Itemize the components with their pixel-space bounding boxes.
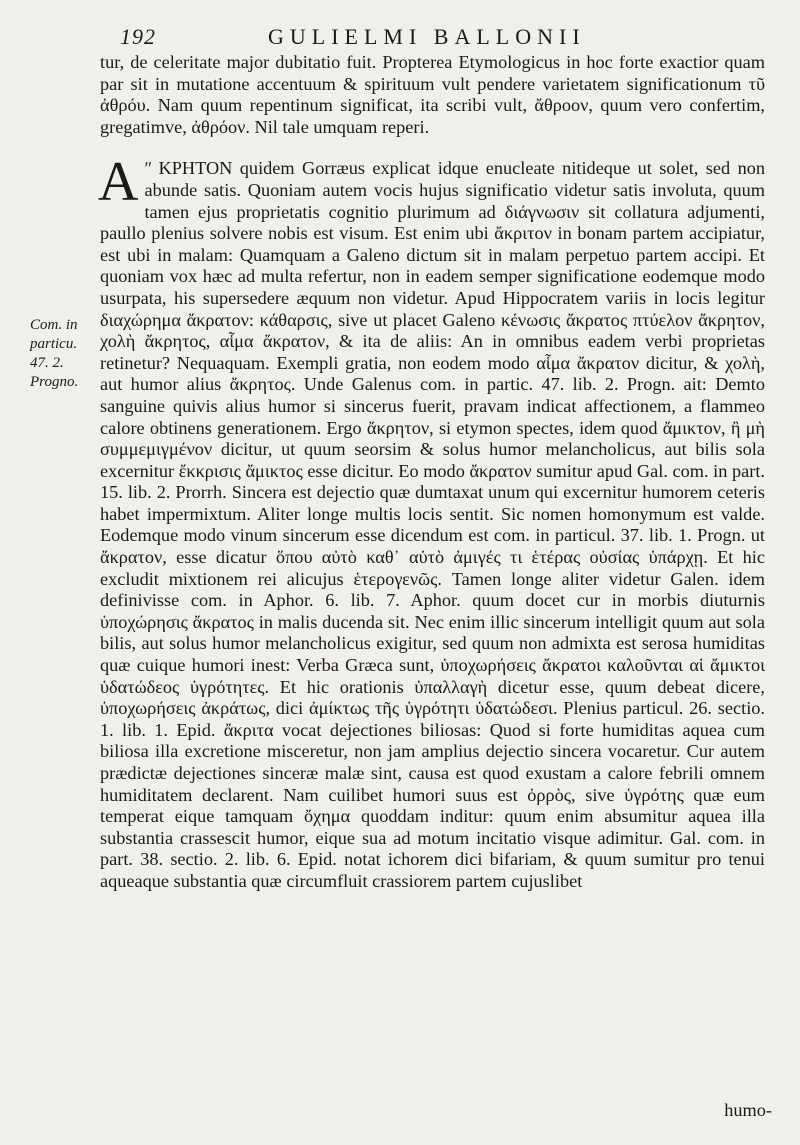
paragraph-text: ʺ ΚΡΗΤΟΝ quidem Gorræus explicat idque enucleate nitideque ut solet, sed non abunde satis. Quoniam autem vocis hujus significatio videtur satis involuta, quum tamen ejus proprietatis cognitio plurimum ad διάγνωσιν sit collatura adjumenti, paullo plenius solvere nobis est visum. Est enim ubi ἄκριτον in bonam partem accipiatur, est ubi in malam: Quamquam a Galeno dictum sit in malam perpetuo partem accipi. Et quoniam vox hæc ad multa refertur, non in eadem semper significatione eodemque modo usurpata, his supersedere æquum non videtur. Apud Hippocratem variis in locis legitur διαχώρημα ἄκρατον: κάθαρσις, sive ut placet Galeno κένωσις ἄκρατος πτύελον ἄκρητον, χολὴ ἄκρητος, αἷμα ἄκρατον, & ita de aliis: An in omnibus eadem verbi proprietas retinetur? Nequaquam. Exempli gratia, non eodem modo αἷμα ἄκρατον dicitur, & χολὴ, aut humor alius ἄκρητος. Unde Galenus com. in partic. 47. lib. 2. Progn. ait: Demto sanguine quivis alius humor si sincerus fuerit, pravam indicat affectionem, a flammeo calore obtinens generationem. Ergo ἄκρητον, si etymon spectes, idem quod ἄμικτον, ἢ μὴ συμμεμιγμένον dicitur, ut quum seorsim & solus humor melancholicus, aut bilis sola excernitur ἔκκρισις ἄμικτος esse dicitur. Eo modo ἄκρατον sumitur apud Gal. com. in part. 15. lib. 2. Prorrh. Sincera est dejectio quæ dumtaxat unum qui excernitur humorem ceteris habet impermixtum. Aliter longe multis locis sentit. Sic nomen homonymum est valde. Eodemque modo vinum sincerum esse dicendum est com. in particul. 37. lib. 1. Progn. ut ἄκρατον, esse dicatur ὅπου αὐτὸ καθ᾽ αὑτὸ ἀμιγές τι ἑτέρας οὐσίας ὑπάρχῃ. Et hic excludit mixtionem rei alicujus ἑτερογενῶς. Tamen longe aliter videtur Galen. idem definivisse com. in Aphor. 6. lib. 7. Aphor. quum docet cur in morbis diuturnis ὑποχώρησις ἄκρατος in malis ducenda sit. Nec enim illic sincerum intelligit quum aut sola bilis, aut solus humor melancholicus exigitur, sed quum non admixta est serosa humiditas quæ cuique humori inest: Verba Græca sunt, ὑποχωρήσεις ἄκρατοι καλοῦνται αἱ ἄμικτοι ὑδατώδεος ὑγρότητες. Et hic orationis ὑπαλλαγὴ dicetur esse, quum debeat dicere, ὑποχωρήσεις ἀκράτως, dici ἀμίκτως τῆς ὑγρότητι ὑδατώδεσι. Plenius particul. 26. sectio. 1. lib. 1. Epid. ἄκριτα vocat dejectiones biliosas: Quod si forte humiditas aquea cum biliosa illa excretione misceretur, non jam amplius dejectio sincera vocaretur. Cur autem prædictæ dejectiones sinceræ malæ sint, causa est quod exustam a calore febrili omnem humiditatem declarent. Nam cuilibet humori suus est ὀρρὸς, sive ὑγρότης quæ eum temperat eique tamquam ὄχημα quoddam inditur: quum enim absumitur aquea illa substantia crassescit humor, eique sua ad motum incitatio visque adimitur. Gal. com. in part. 38. sectio. 2. lib. 6. Epid. notat ichorem dici bifariam, & quum sumitur pro tenui aqueaque substantia quæ circumfluit crassiorem partem cujuslibet: [100, 158, 765, 891]
paragraph-text: tur, de celeritate major dubitatio fuit. Propterea Etymologicus in hoc forte exactior quam par sit in mutatione accentuum & spirituum vult pendere varietatem significationum τῦ ἀθρόυ. Nam quum repentinum significat, ita scribi vult, ἄθροον, quum vero confertim, gregatimve, ἀθρόον. Nil tale umquam reperi.: [100, 52, 765, 137]
running-head: GULIELMI BALLONII: [268, 24, 586, 49]
marginal-note-line: Com. in: [30, 317, 78, 333]
marginal-note-line: 47. 2.: [30, 355, 64, 371]
catchword: humo-: [724, 1100, 772, 1120]
marginal-note-line: particu.: [30, 336, 78, 352]
paragraph: [98, 151, 765, 892]
paragraph: [100, 52, 765, 138]
drop-cap: A: [98, 151, 139, 214]
marginal-note: [30, 316, 96, 392]
page-number: 192: [120, 24, 156, 49]
page-header: [100, 24, 775, 52]
marginal-note-line: Progno.: [30, 374, 79, 390]
body-text: [100, 52, 765, 893]
